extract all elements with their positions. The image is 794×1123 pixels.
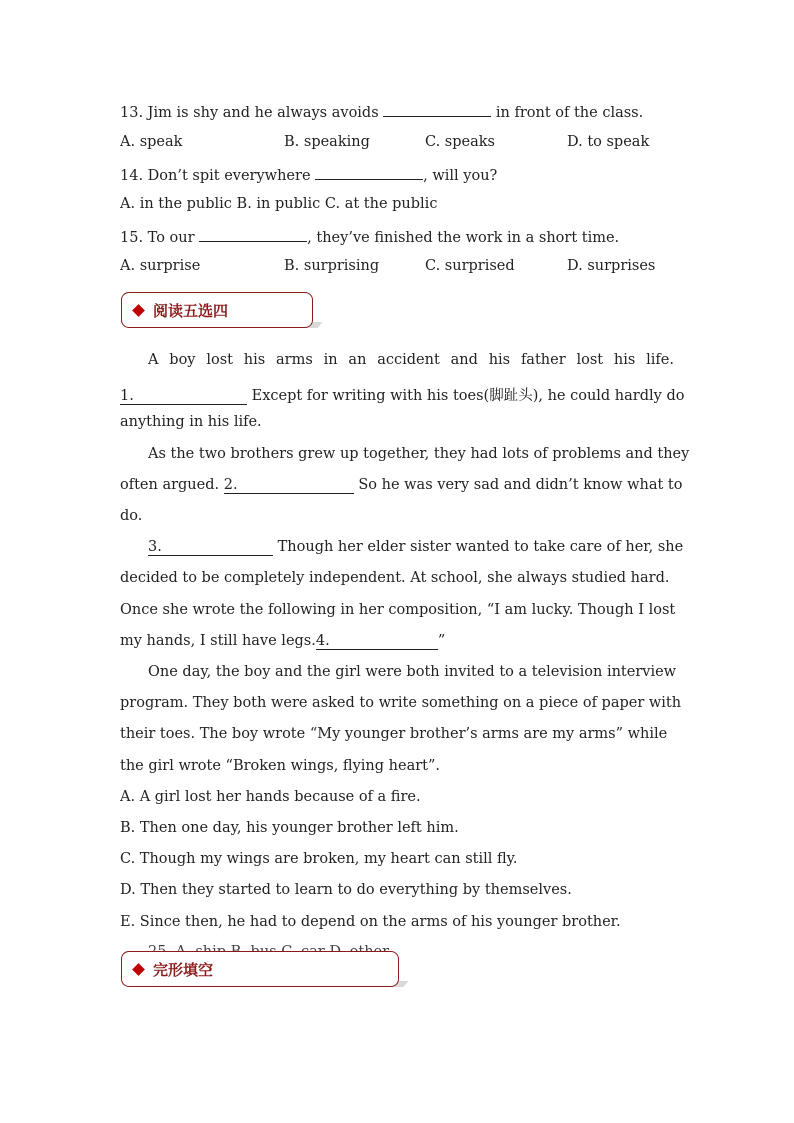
q14-options[interactable]: A. in the public B. in public C. at the public <box>120 196 438 212</box>
q13-blank[interactable] <box>383 102 491 117</box>
q15-option-d[interactable]: D. surprises <box>567 258 656 274</box>
passage-p3-line2: decided to be completely independent. At school, she always studied hard. <box>120 570 670 586</box>
q15-blank[interactable] <box>199 227 307 242</box>
q14-blank[interactable] <box>315 165 423 180</box>
choice-d[interactable]: D. Then they started to learn to do everything by themselves. <box>120 882 572 898</box>
passage-p4-line1: One day, the boy and the girl were both invited to a television interview <box>148 664 677 680</box>
blank-1[interactable]: 1. <box>120 388 247 405</box>
blank-4[interactable]: 4. <box>316 633 438 650</box>
passage-p4-line3: their toes. The boy wrote “My younger brother’s arms are my arms” while <box>120 726 668 742</box>
passage-p4-line4: the girl wrote “Broken wings, flying heart”. <box>120 758 440 774</box>
passage-p2-line3: do. <box>120 508 143 524</box>
q15-option-b[interactable]: B. surprising <box>284 258 380 274</box>
diamond-icon <box>132 963 145 976</box>
q15-option-c[interactable]: C. surprised <box>425 258 515 274</box>
choice-a[interactable]: A. A girl lost her hands because of a fire. <box>120 789 421 805</box>
blank-2[interactable]: 2. <box>224 477 354 494</box>
choice-b[interactable]: B. Then one day, his younger brother left him. <box>120 820 459 836</box>
question-15 <box>120 227 619 246</box>
blank-3[interactable]: 3. <box>148 539 273 556</box>
q13-option-c[interactable]: C. speaks <box>425 134 495 150</box>
diamond-icon <box>132 304 145 317</box>
q13-option-d[interactable]: D. to speak <box>567 134 650 150</box>
q13-option-b[interactable]: B. speaking <box>284 134 370 150</box>
section-header-cloze <box>121 951 399 987</box>
q14-stem: 14. Don’t spit everywhere <box>120 168 316 184</box>
q13-option-a[interactable]: A. speak <box>120 134 183 150</box>
passage-p2-line1: As the two brothers grew up together, they had lots of problems and they <box>148 446 690 462</box>
passage-p1-line2: 1. Except for writing with his toes(脚趾头), he could hardly do <box>120 388 685 404</box>
passage-p3-line1: 3. Though her elder sister wanted to take care of her, she <box>148 539 684 555</box>
q14-stem-end: , will you? <box>423 168 498 184</box>
passage-p4-line2: program. They both were asked to write something on a piece of paper with <box>120 695 682 711</box>
q15-option-a[interactable]: A. surprise <box>120 258 201 274</box>
q13-stem: 13. Jim is shy and he always avoids <box>120 105 384 121</box>
passage-p1-line3: anything in his life. <box>120 414 262 430</box>
section-title-cloze: 完形填空 <box>153 961 214 979</box>
choice-e[interactable]: E. Since then, he had to depend on the arms of his younger brother. <box>120 914 621 930</box>
passage-p1-line1: A boy lost his arms in an accident and his father lost his life. <box>148 352 674 368</box>
passage-p2-line2: often argued. 2. So he was very sad and didn’t know what to <box>120 477 683 493</box>
choice-c[interactable]: C. Though my wings are broken, my heart can still fly. <box>120 851 518 867</box>
passage-p3-line4: my hands, I still have legs.4. ” <box>120 633 446 649</box>
q15-stem: 15. To our <box>120 230 200 246</box>
section-header-reading <box>121 292 313 328</box>
q13-stem-end: in front of the class. <box>491 105 644 121</box>
section-title-reading: 阅读五选四 <box>153 302 229 320</box>
q15-stem-end: , they’ve finished the work in a short time. <box>307 230 620 246</box>
passage-p3-line3: Once she wrote the following in her composition, “I am lucky. Though I lost <box>120 602 676 618</box>
question-13 <box>120 102 643 121</box>
question-14 <box>120 165 497 184</box>
